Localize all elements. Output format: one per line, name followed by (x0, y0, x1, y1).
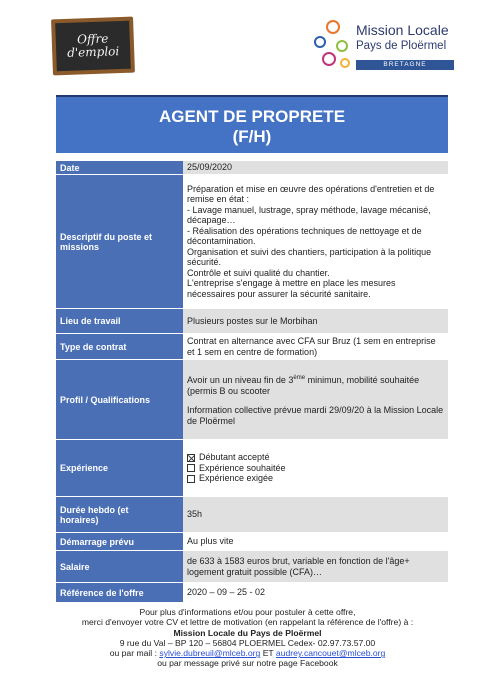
row-duree (56, 497, 448, 533)
logo-dot-orange (326, 20, 340, 34)
descriptif-line: Contrôle et suivi qualité du chantier. (187, 267, 330, 278)
footer-org: Mission Locale du Pays de Ploërmel (173, 627, 322, 638)
footer-line-1: Pour plus d'informations et/ou pour postuler à cette offre, (139, 607, 356, 617)
logo-dot-yellow (340, 58, 350, 68)
row-value: Contrat en alternance avec CFA sur Bruz (1 sem en entreprise et 1 sem en centre de formation) (183, 334, 448, 359)
row-label: Référence de l'offre (56, 583, 183, 602)
profil-spacer (187, 396, 444, 405)
checkbox-unchecked[interactable] (187, 464, 195, 472)
logo-dot-blue (314, 36, 326, 48)
row-value: 25/09/2020 (183, 161, 448, 174)
profil-paragraph-2: Information collective prévue mardi 29/09/20 à la Mission Locale de Ploërmel (187, 405, 444, 426)
logo-title: Mission Locale (356, 22, 449, 38)
badge-line-1: Offre (76, 31, 109, 47)
row-salaire (56, 551, 448, 583)
email-link-1[interactable]: sylvie.dubreuil@mlceb.org (159, 648, 261, 659)
row-value: Au plus vite (183, 533, 448, 550)
row-label: Salaire (56, 551, 183, 582)
profil-paragraph-1: Avoir un un niveau fin de 3ème minimun, mobilité souhaitée (permis B ou scooter (187, 375, 420, 396)
row-contrat (56, 334, 448, 360)
footer-mail-line: ou par mail : sylvie.dubreuil@mlceb.org ET audrey.cancouet@mlceb.org (109, 648, 386, 659)
descriptif-line: Organisation et suivi des chantiers, participation à la politique sécurité. (187, 246, 432, 268)
row-label: Démarrage prévu (56, 533, 183, 550)
badge-line-2: d'emploi (66, 44, 120, 60)
row-demarrage (56, 533, 448, 551)
row-label: Profil / Qualifications (56, 360, 183, 439)
row-label: Descriptif du poste et missions (56, 175, 183, 308)
footer-facebook: ou par message privé sur notre page Facebook (157, 658, 338, 669)
row-label: Lieu de travail (56, 309, 183, 333)
email-link-2[interactable]: audrey.cancouet@mlceb.org (275, 648, 386, 659)
descriptif-line: - Réalisation des opérations techniques de nettoyage et de décontamination. (187, 225, 422, 247)
mission-locale-logo (312, 20, 472, 80)
logo-dot-green (336, 40, 348, 52)
logo-subtitle: Pays de Ploërmel (356, 40, 447, 52)
experience-option-debutant[interactable]: Débutant accepté (187, 452, 444, 463)
row-label: Type de contrat (56, 334, 183, 359)
row-label: Expérience (56, 440, 183, 496)
row-value (183, 360, 448, 439)
row-profil (56, 360, 448, 440)
row-descriptif (56, 175, 448, 309)
experience-option-exigee[interactable]: Expérience exigée (187, 473, 444, 484)
job-title-header (56, 95, 448, 153)
logo-dot-pink (322, 52, 336, 66)
row-lieu (56, 309, 448, 334)
footer-line-2: merci d'envoyer votre CV et lettre de motivation (en rappelant la référence de l'offre) à : (81, 617, 414, 628)
row-value: 2020 – 09 – 25 - 02 (183, 583, 448, 602)
row-label: Durée hebdo (et horaires) (56, 497, 183, 532)
descriptif-line: L'entreprise s'engage à mettre en place les mesures nécessaires pour assurer la sécurité sanitaire. (187, 278, 396, 299)
descriptif-line: - Lavage manuel, lustrage, spray méthode, lavage mécanisé, décapage… (187, 204, 431, 226)
row-value: de 633 à 1583 euros brut, variable en fonction de l'âge+ logement gratuit possible (CFA)… (183, 551, 448, 582)
contact-footer (40, 607, 455, 669)
footer-address: 9 rue du Val – BP 120 – 56804 PLOERMEL Cedex- 02.97.73.57.00 (119, 637, 376, 648)
logo-region: BRETAGNE (356, 60, 454, 70)
row-reference (56, 583, 448, 603)
offre-emploi-badge (51, 17, 135, 76)
row-experience (56, 440, 448, 497)
job-gender: (F/H) (232, 127, 272, 146)
row-value: 35h (183, 497, 448, 532)
checkbox-unchecked[interactable] (187, 475, 195, 483)
checkbox-checked[interactable] (187, 454, 195, 462)
row-date (56, 161, 448, 175)
experience-option-souhaitee[interactable]: Expérience souhaitée (187, 463, 444, 474)
row-label: Date (56, 161, 183, 174)
row-value (183, 175, 448, 308)
descriptif-line: Préparation et mise en œuvre des opérations d'entretien et de remise en état : (187, 183, 435, 205)
row-value: Plusieurs postes sur le Morbihan (183, 309, 448, 333)
job-title: AGENT DE PROPRETE (158, 107, 346, 126)
row-value (183, 440, 448, 496)
